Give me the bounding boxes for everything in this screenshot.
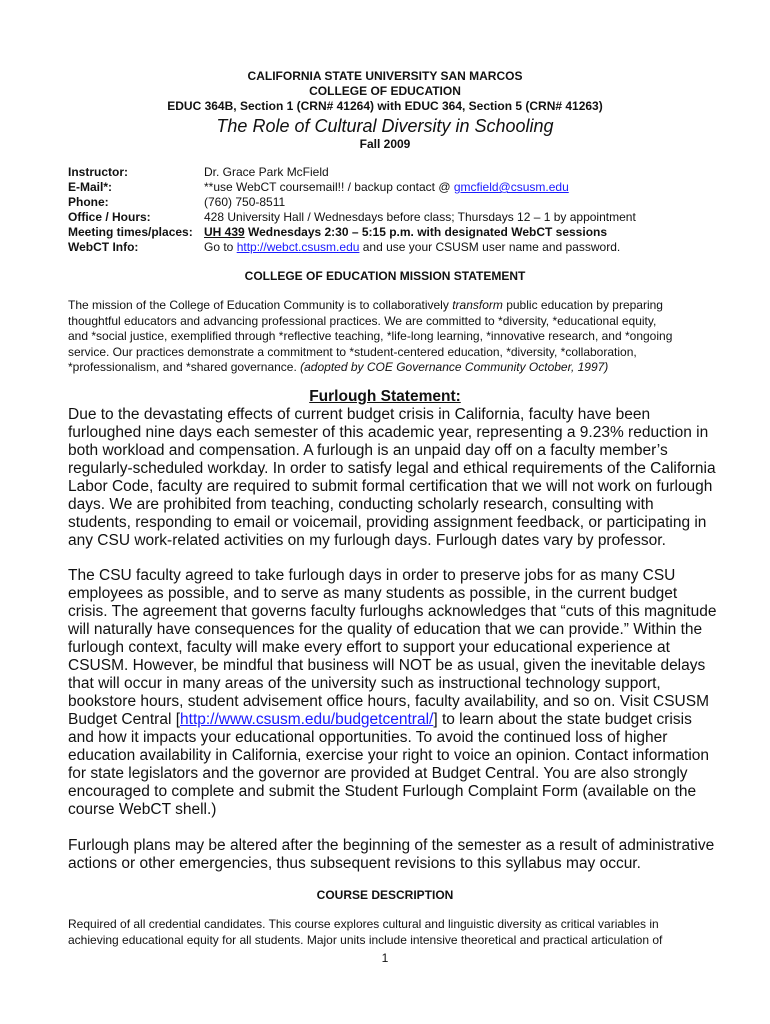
meeting-row <box>68 225 708 240</box>
furlough-line: course WebCT shell.) <box>68 801 217 818</box>
furlough-paragraph-1 <box>68 406 716 550</box>
mission-adoption-note: (adopted by COE Governance Community October, 1997) <box>300 360 609 374</box>
university-name: CALIFORNIA STATE UNIVERSITY SAN MARCOS <box>247 69 523 83</box>
instructor-row <box>68 165 708 180</box>
email-value <box>204 180 569 195</box>
office-value: 428 University Hall / Wednesdays before class; Thursdays 12 – 1 by appointment <box>204 210 636 224</box>
phone-label: Phone: <box>68 195 109 209</box>
email-label: E-Mail*: <box>68 180 113 194</box>
furlough-line: Labor Code, faculty are required to submit formal certification that we will not work on furlough <box>68 478 713 495</box>
furlough-line: The CSU faculty agreed to take furlough days in order to preserve jobs for as many CSU <box>68 567 676 584</box>
budget-central-link[interactable]: http://www.csusm.edu/budgetcentral/ <box>180 711 434 728</box>
instructor-value: Dr. Grace Park McField <box>204 165 329 179</box>
furlough-line: for state legislators and the governor are provided at Budget Central. You are also strongly <box>68 765 688 782</box>
office-row <box>68 210 708 225</box>
webct-label: WebCT Info: <box>68 240 139 254</box>
furlough-line: actions or other emergencies, thus subsequent revisions to this syllabus may occur. <box>68 855 641 872</box>
webct-row <box>68 240 708 255</box>
course-description-paragraph <box>68 917 708 948</box>
furlough-line: Due to the devastating effects of current budget crisis in California, faculty have been <box>68 406 651 423</box>
furlough-line: students, responding to email or voicemail, providing assignment feedback, or participating in <box>68 514 707 531</box>
course-description-line: achieving educational equity for all students. Major units include intensive theoretical and practical articulation of <box>68 932 663 947</box>
furlough-line: both workload and compensation. A furlough is an unpaid day off on a faculty member’s <box>68 442 668 459</box>
furlough-title: Furlough Statement: <box>309 388 461 405</box>
course-description-title: COURSE DESCRIPTION <box>316 888 454 902</box>
course-title: The Role of Cultural Diversity in Schooling <box>216 116 554 136</box>
webct-suffix: and use your CSUSM user name and password. <box>359 240 621 254</box>
email-link[interactable]: gmcfield@csusm.edu <box>453 180 569 194</box>
furlough-line: will naturally have consequences for the quality of education that we can provide.” Within the <box>68 621 703 638</box>
email-note: **use WebCT coursemail!! / backup contact @ <box>204 180 454 194</box>
mission-line: thoughtful educators and advancing professional practices. We are committed to *diversity, *educational equity, <box>68 313 657 328</box>
mission-line: The mission of the College of Education Community is to collaboratively transform public education by preparing <box>68 298 663 312</box>
mission-paragraph <box>68 298 708 376</box>
furlough-line: Furlough plans may be altered after the beginning of the semester as a result of administrative <box>68 837 715 854</box>
page-number: 1 <box>381 951 389 965</box>
webct-link[interactable]: http://webct.csusm.edu <box>236 240 360 254</box>
furlough-line: Budget Central [http://www.csusm.edu/budgetcentral/] to learn about the state budget crisis <box>68 711 692 728</box>
phone-value: (760) 750-8511 <box>204 195 286 209</box>
webct-value <box>204 240 620 255</box>
mission-line: service. Our practices demonstrate a commitment to *student-centered education, *diversity, *collaboration, <box>68 344 637 359</box>
furlough-line: furlough context, faculty will make every effort to support your educational experience at <box>68 639 670 656</box>
furlough-line: furloughed nine days each semester of this academic year, representing a 9.23% reduction in <box>68 424 709 441</box>
furlough-line: bookstore hours, student advisement office hours, faculty availability, and so on. Visit CSUSM <box>68 693 709 710</box>
furlough-line: CSUSM. However, be mindful that business will NOT be as usual, given the inevitable delays <box>68 657 706 674</box>
instructor-info <box>68 165 708 255</box>
furlough-line: crisis. The agreement that governs faculty furloughs acknowledges that “cuts of this magnitude <box>68 603 717 620</box>
office-label: Office / Hours: <box>68 210 151 224</box>
term: Fall 2009 <box>359 137 411 151</box>
furlough-line: days. We are prohibited from teaching, conducting scholarly research, consulting with <box>68 496 654 513</box>
furlough-paragraph-3 <box>68 837 715 873</box>
course-description-line: Required of all credential candidates. This course explores cultural and linguistic diversity as critical variables in <box>68 917 659 931</box>
email-row <box>68 180 708 195</box>
meeting-time: Wednesdays 2:30 – 5:15 p.m. with designated WebCT sessions <box>244 225 608 239</box>
course-line: EDUC 364B, Section 1 (CRN# 41264) with EDUC 364, Section 5 (CRN# 41263) <box>167 99 603 113</box>
mission-emphasis: transform <box>452 298 503 312</box>
mission-line: *professionalism, and *shared governance. (adopted by COE Governance Community October, 1997) <box>68 360 609 374</box>
phone-row <box>68 195 708 210</box>
meeting-label: Meeting times/places: <box>68 225 193 239</box>
instructor-label: Instructor: <box>68 165 128 179</box>
webct-prefix: Go to <box>204 240 237 254</box>
meeting-value <box>204 225 607 240</box>
furlough-line: encouraged to complete and submit the Student Furlough Complaint Form (available on the <box>68 783 697 800</box>
mission-line: and *social justice, exemplified through *reflective teaching, *life-long learning, *innovative research, and *ongoing <box>68 329 673 343</box>
furlough-paragraph-2 <box>68 567 717 819</box>
mission-title: COLLEGE OF EDUCATION MISSION STATEMENT <box>244 269 526 283</box>
meeting-room: UH 439 <box>204 225 245 239</box>
furlough-line: that will occur in many areas of the university such as instructional technology support, <box>68 675 661 692</box>
furlough-line: any CSU work-related activities on my furlough days. Furlough dates vary by professor. <box>68 532 666 549</box>
furlough-line: regularly-scheduled workday. In order to satisfy legal and ethical requirements of the California <box>68 460 716 477</box>
furlough-line: and how it impacts your educational opportunities. To avoid the continued loss of higher <box>68 729 668 746</box>
furlough-line: education availability in California, exercise your right to voice an opinion. Contact information <box>68 747 710 764</box>
furlough-line: employees as possible, and to serve as many students as possible, in the current budget <box>68 585 678 602</box>
college-name: COLLEGE OF EDUCATION <box>309 84 461 98</box>
